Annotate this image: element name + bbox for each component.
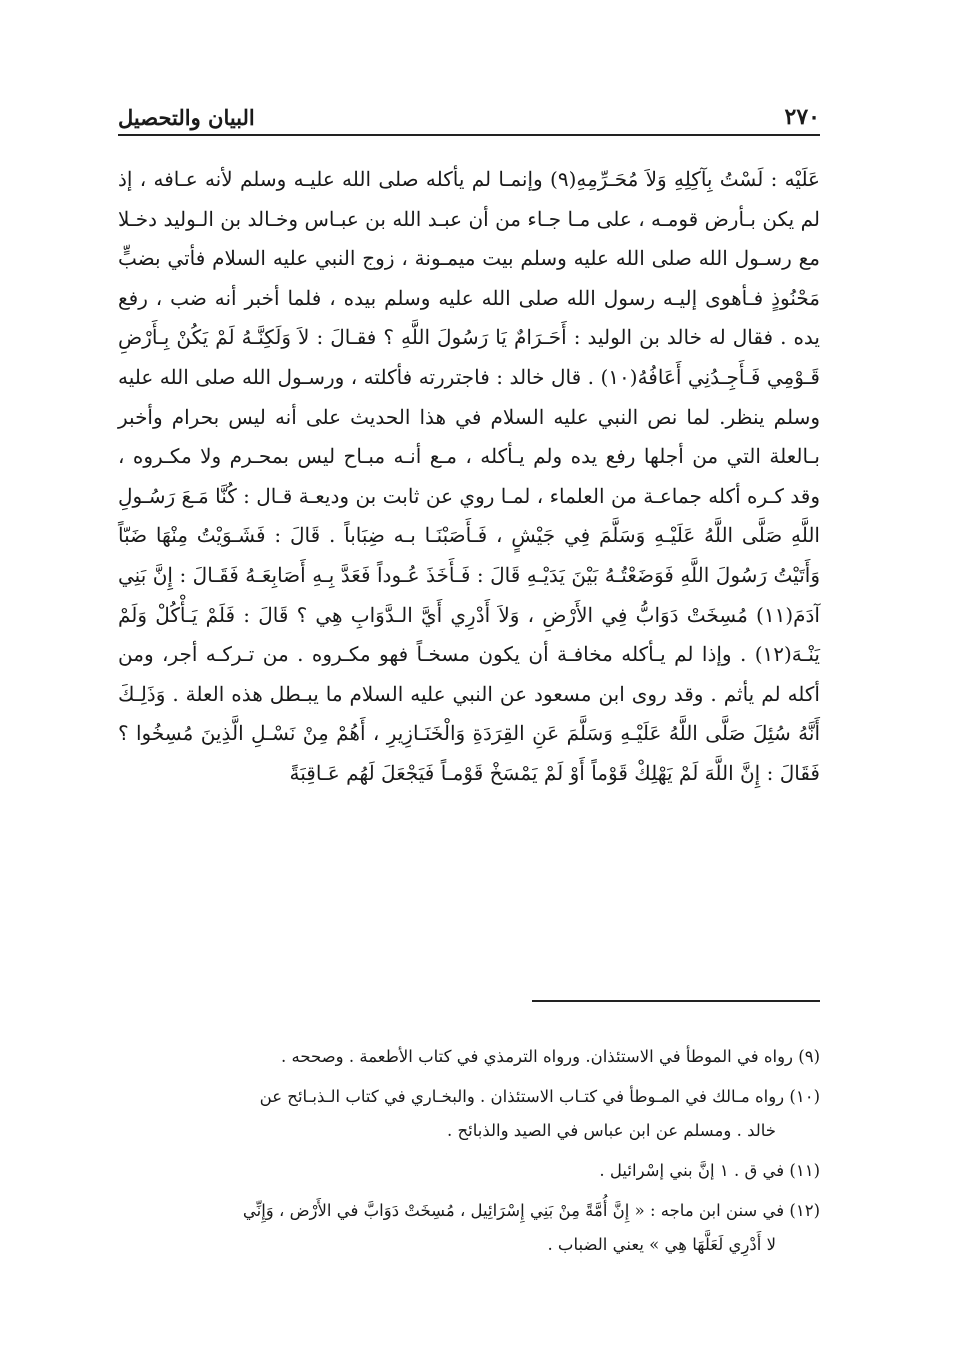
footnote-separator [532,1000,820,1002]
main-text [118,160,820,794]
footnote-9 [118,1040,820,1074]
footnote-10 [118,1080,820,1148]
book-title: البيان والتحصيل [118,105,255,130]
footnote-12 [118,1194,820,1262]
footnote-text: (١١) في ق . ١ إنَّ بني إسْرائيل . [599,1161,820,1180]
footnote-11 [118,1154,820,1188]
footnote-text: (٩) رواه في الموطأ في الاستئذان. ورواه الترمذي في كتاب الأطعمة . وصححه . [281,1047,820,1066]
footnote-text: (١٢) في سنن ابن ماجه : « إِنَّ أُمَّةً مِنْ بَنِي إِسْرَائِيل ، مُسِخَتْ دَوَابَّ في الأَرْض ، وَإِنِّي [242,1201,820,1220]
page-number: ٢٧٠ [784,104,820,130]
footnotes [118,1040,820,1268]
footnote-continuation: خالد . ومسلم عن ابن عباس في الصيد والذبائح . [446,1121,776,1140]
body-paragraph: عَلَيْه : لَسْتُ بِآكِلِهِ وَلاَ مُحَـرِّمِهِ(٩) وإنمـا لم يأكله صلى الله عليـه وسلم لأنه عـافه ، إذ لم يكن بـأرض قومـه ، على مـا جـاء من أن عبـد الله بن عبـاس وخـالد بن الـوليد دخـلا مع رسـول الله صلى الله عليه وسلم بيت ميمـونة ، زوج النبي عليه السلام فأتي بضبٍّ مَحْنُوذٍ فـأهوى إليـه رسول الله صلى الله عليه وسلم بيده ، فلما أخبر أنه ضب ، رفع يده . فقال له خالد بن الوليد : أَحَـرَامٌ يَا رَسُولَ اللَّهِ ؟ فقـالَ : لاَ وَلَكِنَّـهُ لَمْ يَكُنْ بِـأَرْضِ قَـوْمِي فَـأَجِـدُنِي أَعَافُهُ(١٠) . قال خالد : فاجتررته فأكلته ، ورسـول الله صلى الله عليه وسلم ينظر. لما نص النبي عليه السلام في هذا الحديث على أنه ليس بحرام وأخبر بـالعلة التي من أجلها رفع يده ولم يـأكله ، مـع أنـه مبـاح ليس بمحـرم ولا مكـروه ، وقد كـره أكله جماعـة من العلماء ، لمـا روي عن ثابت بن وديعـة قـال : كُنَّا مَـعَ رَسُـولِ اللَّهِ صَلَّى اللَّهُ عَلَيْـهِ وَسَلَّمَ فِي جَيْشٍ ، فَـأَصَبْنَـا بـه ضِبَاباً . قَالَ : فَشَـوَيْتُ مِنْهَا ضَبّاً وَأَتَيْتُ رَسُولَ اللَّهِ فَوَضَعْتُـهُ بَيْنَ يَدَيْـهِ قَالَ : فَـأَخَذَ عُـوداً فَعَدَّ بِـهِ أَصَابِعَـهُ فَقَـالَ : إِنَّ بَنِي آدَمَ(١١) مُسِخَتْ دَوَابُّ فِي الأَرْضِ ، وَلاَ أَدْرِي أَيَّ الـدَّوَابِ هِي ؟ قَالَ : فَلَمْ يَـأْكُلْ وَلَمْ يَنْـهَ(١٢) . وإذا لم يـأكله مخافـة أن يكون مسخـاً فهو مكـروه . من تـركـه أجر، ومن أكله لم يأثم . وقد روى ابن مسعود عن النبي عليه السلام ما يبـطل هذه العلة . وَذَلِـكَ أَنَّهُ سُئِلَ صَلَّى اللَّهُ عَلَيْـهِ وَسَلَّمَ عَنِ القِرَدَةِ وَالْخَنَـازِيرِ ، أَهُمْ مِنْ نَسْـلِ الَّذِينَ مُسِخُوا ؟ فَقَالَ : إِنَّ اللَّهَ لَمْ يَهْلِكْ قَوْماً أَوْ لَمْ يَمْسَخْ قَوْمـاً فَيَجْعَلَ لَهُم عَـاقِبَةً [118,167,821,785]
footnote-text: (١٠) رواه مـالك في المـوطأ في كتـاب الاستئذان . والبخـاري في كتاب الـذبـائح عن [259,1087,820,1106]
footnote-continuation: لا أَدْرِي لَعَلَّهَا هِي » يعني الضباب . [547,1235,776,1254]
page-header [118,100,820,136]
